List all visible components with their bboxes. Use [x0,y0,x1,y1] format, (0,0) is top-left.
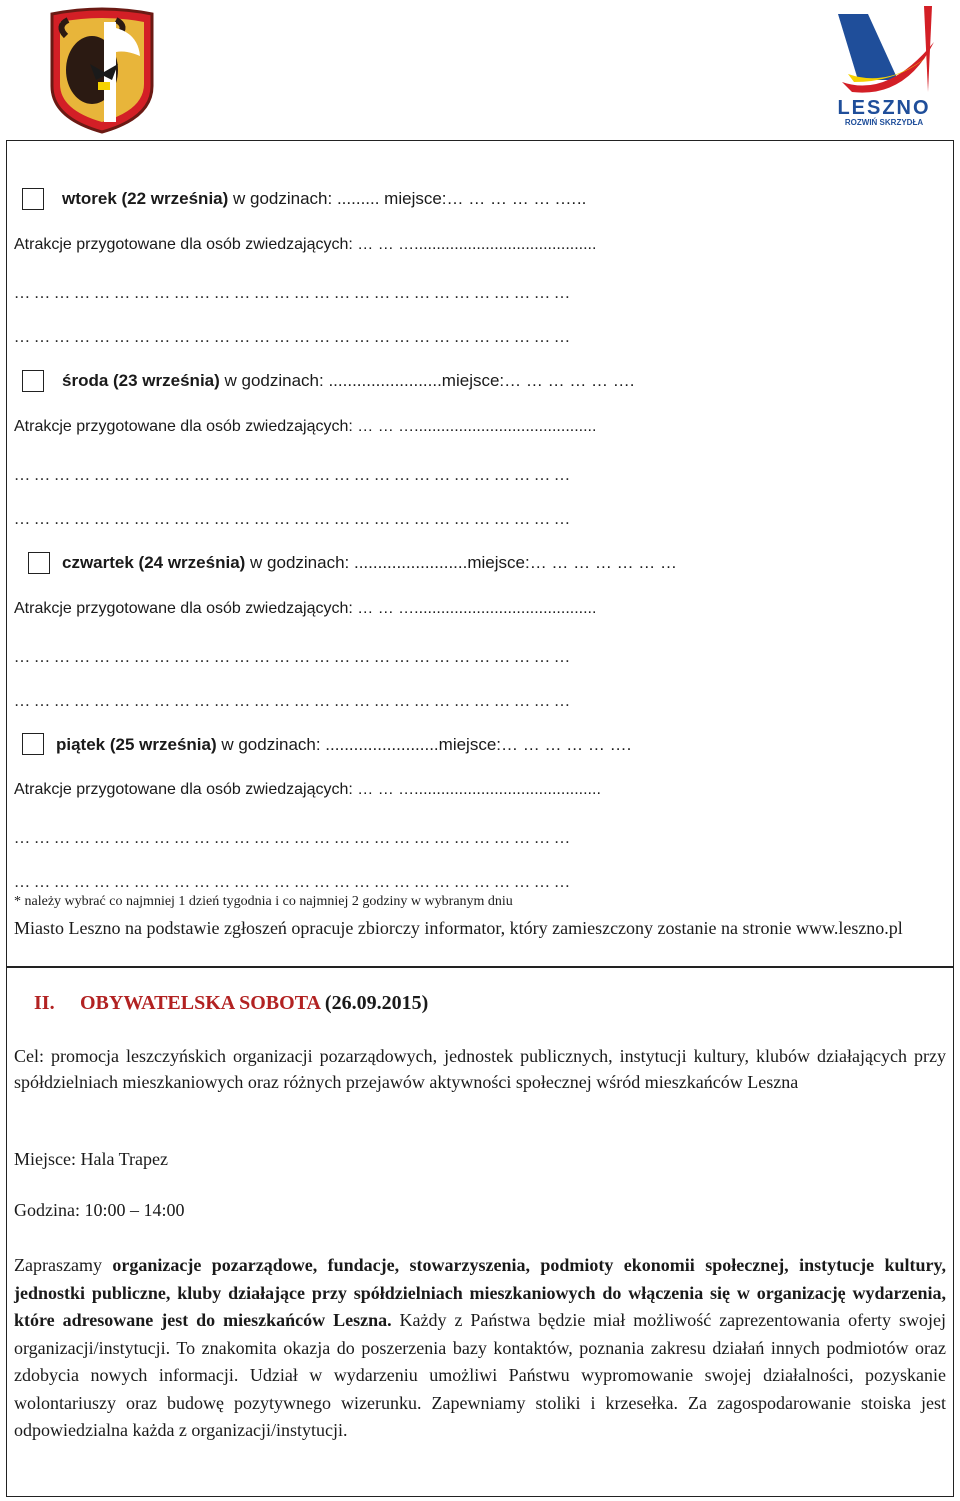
logo-leszno-text: LESZNO [837,97,931,119]
wednesday-label: środa (23 września) [62,371,220,390]
thursday-dots-line-1: … … … … … … … … … … … … … … … … … … … … … … … … … … … … [14,649,570,666]
tuesday-dots-line-2: … … … … … … … … … … … … … … … … … … … … … … … … … … … … [14,329,570,346]
section-date: 26.09.2015 [331,992,422,1014]
tuesday-label: wtorek (22 września) [62,189,229,208]
footnote: * należy wybrać co najmniej 1 dzień tygodnia i co najmniej 2 godziny w wybranym dniu [14,894,513,909]
invitation-paragraph [14,1252,946,1445]
leszno-coat-of-arms-logo [46,6,158,136]
wednesday-dots-line-1: … … … … … … … … … … … … … … … … … … … … … … … … … … … … [14,467,570,484]
section-number: II. [34,992,55,1014]
friday-attractions: Atrakcje przygotowane dla osób zwiedzających: … … ….......................................... [14,781,601,798]
section-divider [6,966,954,968]
thursday-hours-place: w godzinach: ........................miejsce:… … … … … … … [245,553,678,572]
friday-dots-line-2: … … … … … … … … … … … … … … … … … … … … … … … … … … … … [14,874,570,891]
friday-line [56,735,631,755]
tuesday-checkbox[interactable] [22,188,44,210]
wednesday-checkbox[interactable] [22,370,44,392]
thursday-line [62,553,677,573]
thursday-label: czwartek (24 września) [62,553,246,572]
place-line: Miejsce: Hala Trapez [14,1149,168,1169]
wednesday-hours-place: w godzinach: ........................miejsce:… … … … … …. [219,371,635,390]
section-date-open: ( [319,992,332,1014]
friday-dots-line-1: … … … … … … … … … … … … … … … … … … … … … … … … … … … … [14,830,570,847]
friday-label: piątek (25 września) [56,735,217,754]
friday-checkbox[interactable] [22,733,44,755]
section-date-close: ) [421,992,429,1014]
friday-hours-place: w godzinach: ........................miejsce:… … … … … …. [216,735,632,754]
invitation-rest: Każdy z Państwa będzie miał możliwość zaprezentowania oferty swojej organizacji/instytucji. To znakomita okazja do poszerzenia bazy kontaktów, poznania zakresu działań innych podmiotów oraz zdobycia nowych informacji. Udział w wydarzeniu umożliwi Państwu wypromowanie swojej działalności, pozyskanie wolontariuszy oraz budowę pozytywnego wizerunku. Zapewniamy stoliki i krzesełka. Za zagospodarowanie stoiska jest odpowiedzialna każda z organizacji/instytucji. [14,1310,946,1440]
hours-line: Godzina: 10:00 – 14:00 [14,1200,185,1220]
leszno-city-logo [828,2,940,128]
tuesday-hours-place: w godzinach: ......... miejsce:… … … … … .….. [228,189,587,208]
tuesday-attractions: Atrakcje przygotowane dla osób zwiedzających: … … …......................................... [14,236,597,253]
thursday-checkbox[interactable] [28,552,50,574]
invitation-lead: Zapraszamy [14,1255,113,1275]
wednesday-attractions: Atrakcje przygotowane dla osób zwiedzających: … … …......................................... [14,418,597,435]
tuesday-line [62,189,586,209]
thursday-dots-line-2: … … … … … … … … … … … … … … … … … … … … … … … … … … … … [14,693,570,710]
logo-slogan-text: ROZWIŃ SKRZYDŁA [844,118,924,127]
section-title: OBYWATELSKA SOBOTA [80,992,320,1014]
wednesday-dots-line-2: … … … … … … … … … … … … … … … … … … … … … … … … … … … … [14,511,570,528]
invitation-bold: organizacje pozarządowe, fundacje, stowarzyszenia, podmioty ekonomii społecznej, instytucje kultury, jednostki publiczne, kluby działające przy spółdzielniach mieszkaniowych do włączenia się w organizację wydarzenia, które adresowane jest do mieszkańców Leszna. [14,1255,947,1330]
wednesday-line [62,371,635,391]
tuesday-dots-line-1: … … … … … … … … … … … … … … … … … … … … … … … … … … … … [14,285,570,302]
goal-paragraph: Cel: promocja leszczyńskich organizacji pozarządowych, jednostek publicznych, instytucji kultury, klubów działających przy spółdzielniach mieszkaniowych oraz różnych przejawów aktywności społecznej wśród mieszkańców Leszna [14,1046,946,1092]
informator-note: Miasto Leszno na podstawie zgłoszeń opracuje zbiorczy informator, który zamieszczony zostanie na stronie www.leszno.pl [14,918,903,938]
section-heading [34,992,428,1015]
thursday-attractions: Atrakcje przygotowane dla osób zwiedzających: … … …......................................... [14,600,597,617]
